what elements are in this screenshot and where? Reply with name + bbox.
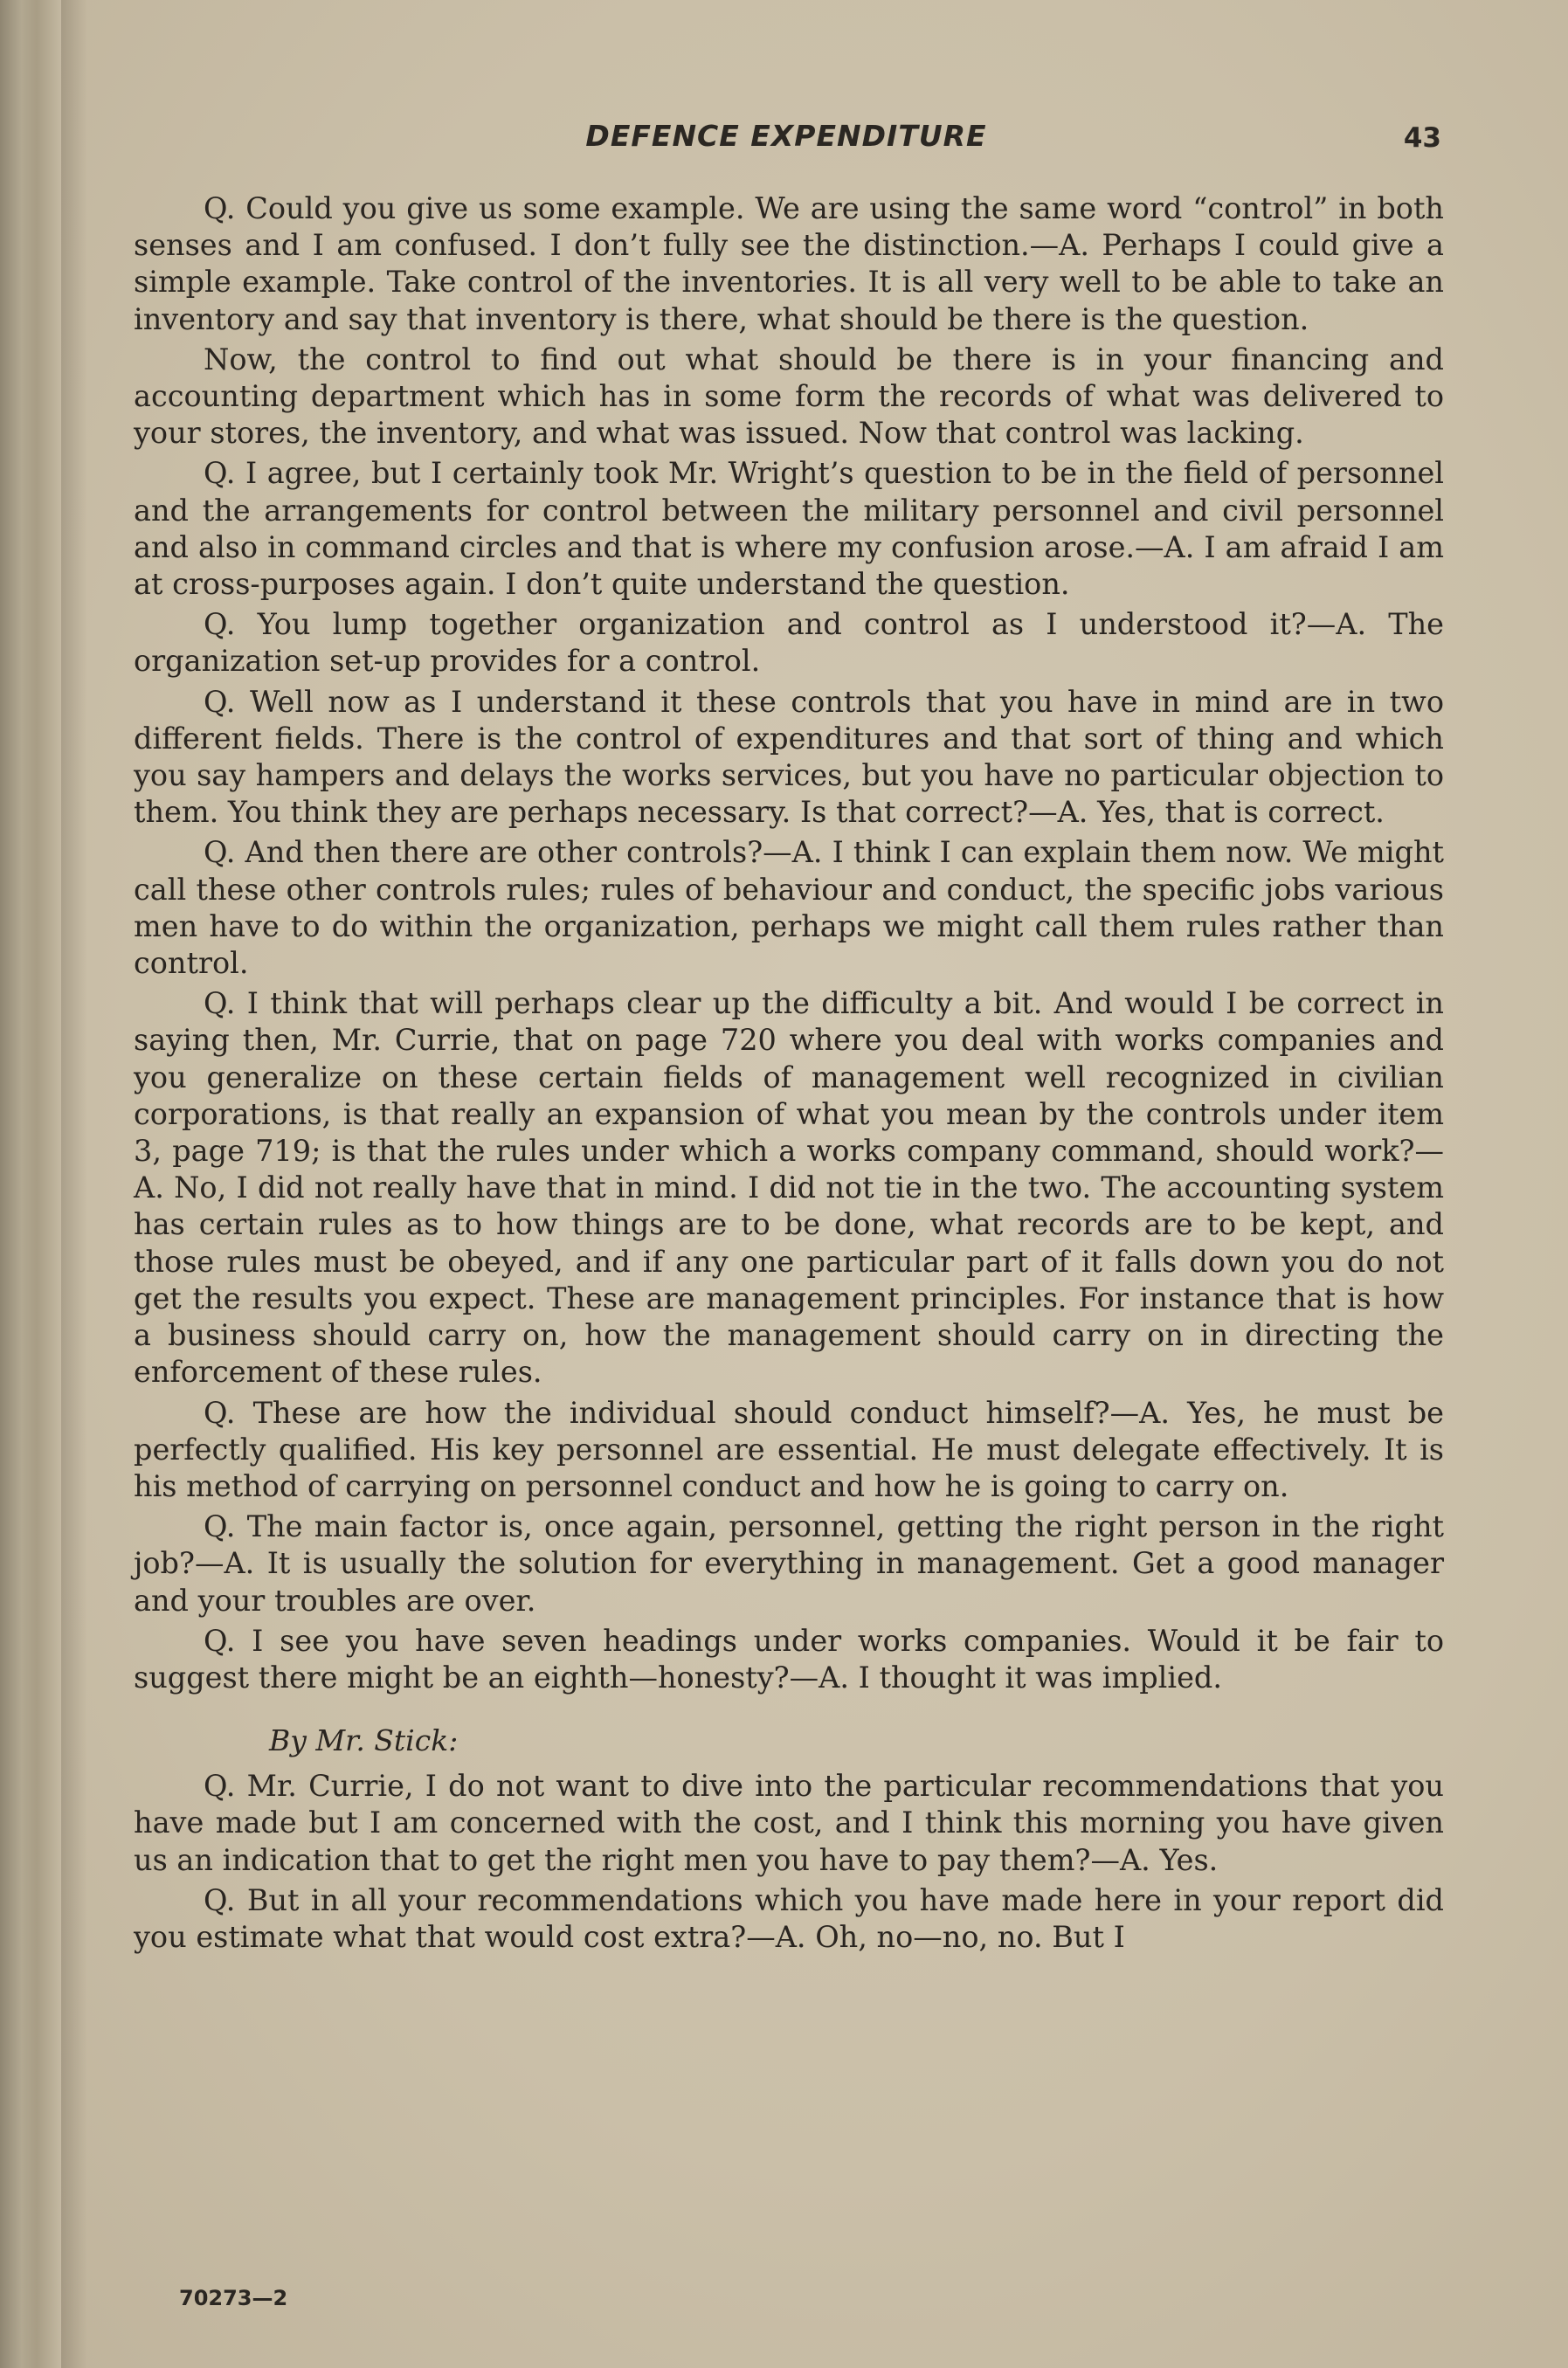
speaker-byline: By Mr. Stick: [269, 1723, 459, 1758]
paragraph: Now, the control to find out what should be there is in your financing and accounting department which has in some form the records of what was delivered to your stores, the inventory, and what was issued. Now that control was lacking. [134, 342, 1444, 451]
paragraph: Q. Well now as I understand it these controls that you have in mind are in two different fields. There is the control of expenditures and that sort of thing and which you say hampers and delays the works services, but you have no particular objection to them. You think they are perhaps necessary. Is that correct?—A. Yes, that is correct. [134, 684, 1444, 830]
printer-signature-mark: 70273—2 [179, 2286, 288, 2310]
binding-shadow [61, 0, 87, 2368]
body-text [134, 190, 1444, 1956]
paragraph: Q. I see you have seven headings under works companies. Would it be fair to suggest there might be an eighth—honesty?—A. I thought it was implied. [134, 1623, 1444, 1695]
paragraph: Q. I agree, but I certainly took Mr. Wright’s question to be in the field of personnel and the arrangements for control between the military personnel and civil personnel and also in command circles and that is where my confusion arose.—A. I am afraid I am at cross-purposes again. I don’t quite understand the question. [134, 456, 1444, 602]
book-binding [0, 0, 61, 2368]
paragraph: Q. I think that will perhaps clear up the difficulty a bit. And would I be correct in saying then, Mr. Currie, that on page 720 where you deal with works companies and you generalize on these certain fields of management well recognized in civilian corporations, is that really an expansion of what you mean by the controls under item 3, page 719; is that the rules under which a works company command, should work?—A. No, I did not really have that in mind. I did not tie in the two. The accounting system has certain rules as to how things are to be done, what records are to be kept, and those rules must be obeyed, and if any one particular part of it falls down you do not get the results you expect. These are management principles. For instance that is how a business should carry on, how the management should carry on in directing the enforcement of these rules. [134, 986, 1444, 1390]
running-head: DEFENCE EXPENDITURE [585, 119, 987, 153]
page-header [131, 114, 1441, 157]
paragraph: Q. You lump together organization and control as I understood it?—A. The organization set-up provides for a control. [134, 607, 1444, 679]
paragraph: Q. Mr. Currie, I do not want to dive into the particular recommendations that you have made but I am concerned with the cost, and I think this morning you have given us an indication that to get the right men you have to pay them?—A. Yes. [134, 1769, 1444, 1877]
paragraph: Q. But in all your recommendations which you have made here in your report did you estimate what that would cost extra?—A. Oh, no—no, no. But I [134, 1882, 1444, 1954]
paragraph: Q. And then there are other controls?—A. I think I can explain them now. We might call these other controls rules; rules of behaviour and conduct, the specific jobs various men have to do within the organization, perhaps we might call them rules rather than control. [134, 835, 1444, 981]
paragraph: Q. These are how the individual should conduct himself?—A. Yes, he must be perfectly qualified. His key personnel are essential. He must delegate effectively. It is his method of carrying on personnel conduct and how he is going to carry on. [134, 1395, 1444, 1503]
page-number: 43 [1403, 122, 1441, 154]
paragraph: Q. Could you give us some example. We are using the same word “control” in both senses and I am confused. I don’t fully see the distinction.—A. Perhaps I could give a simple example. Take control of the inventories. It is all very well to be able to take an inventory and say that inventory is there, what should be there is the question. [134, 191, 1444, 336]
paragraph: Q. The main factor is, once again, personnel, getting the right person in the right job?—A. It is usually the solution for everything in management. Get a good manager and your troubles are over. [134, 1509, 1444, 1618]
